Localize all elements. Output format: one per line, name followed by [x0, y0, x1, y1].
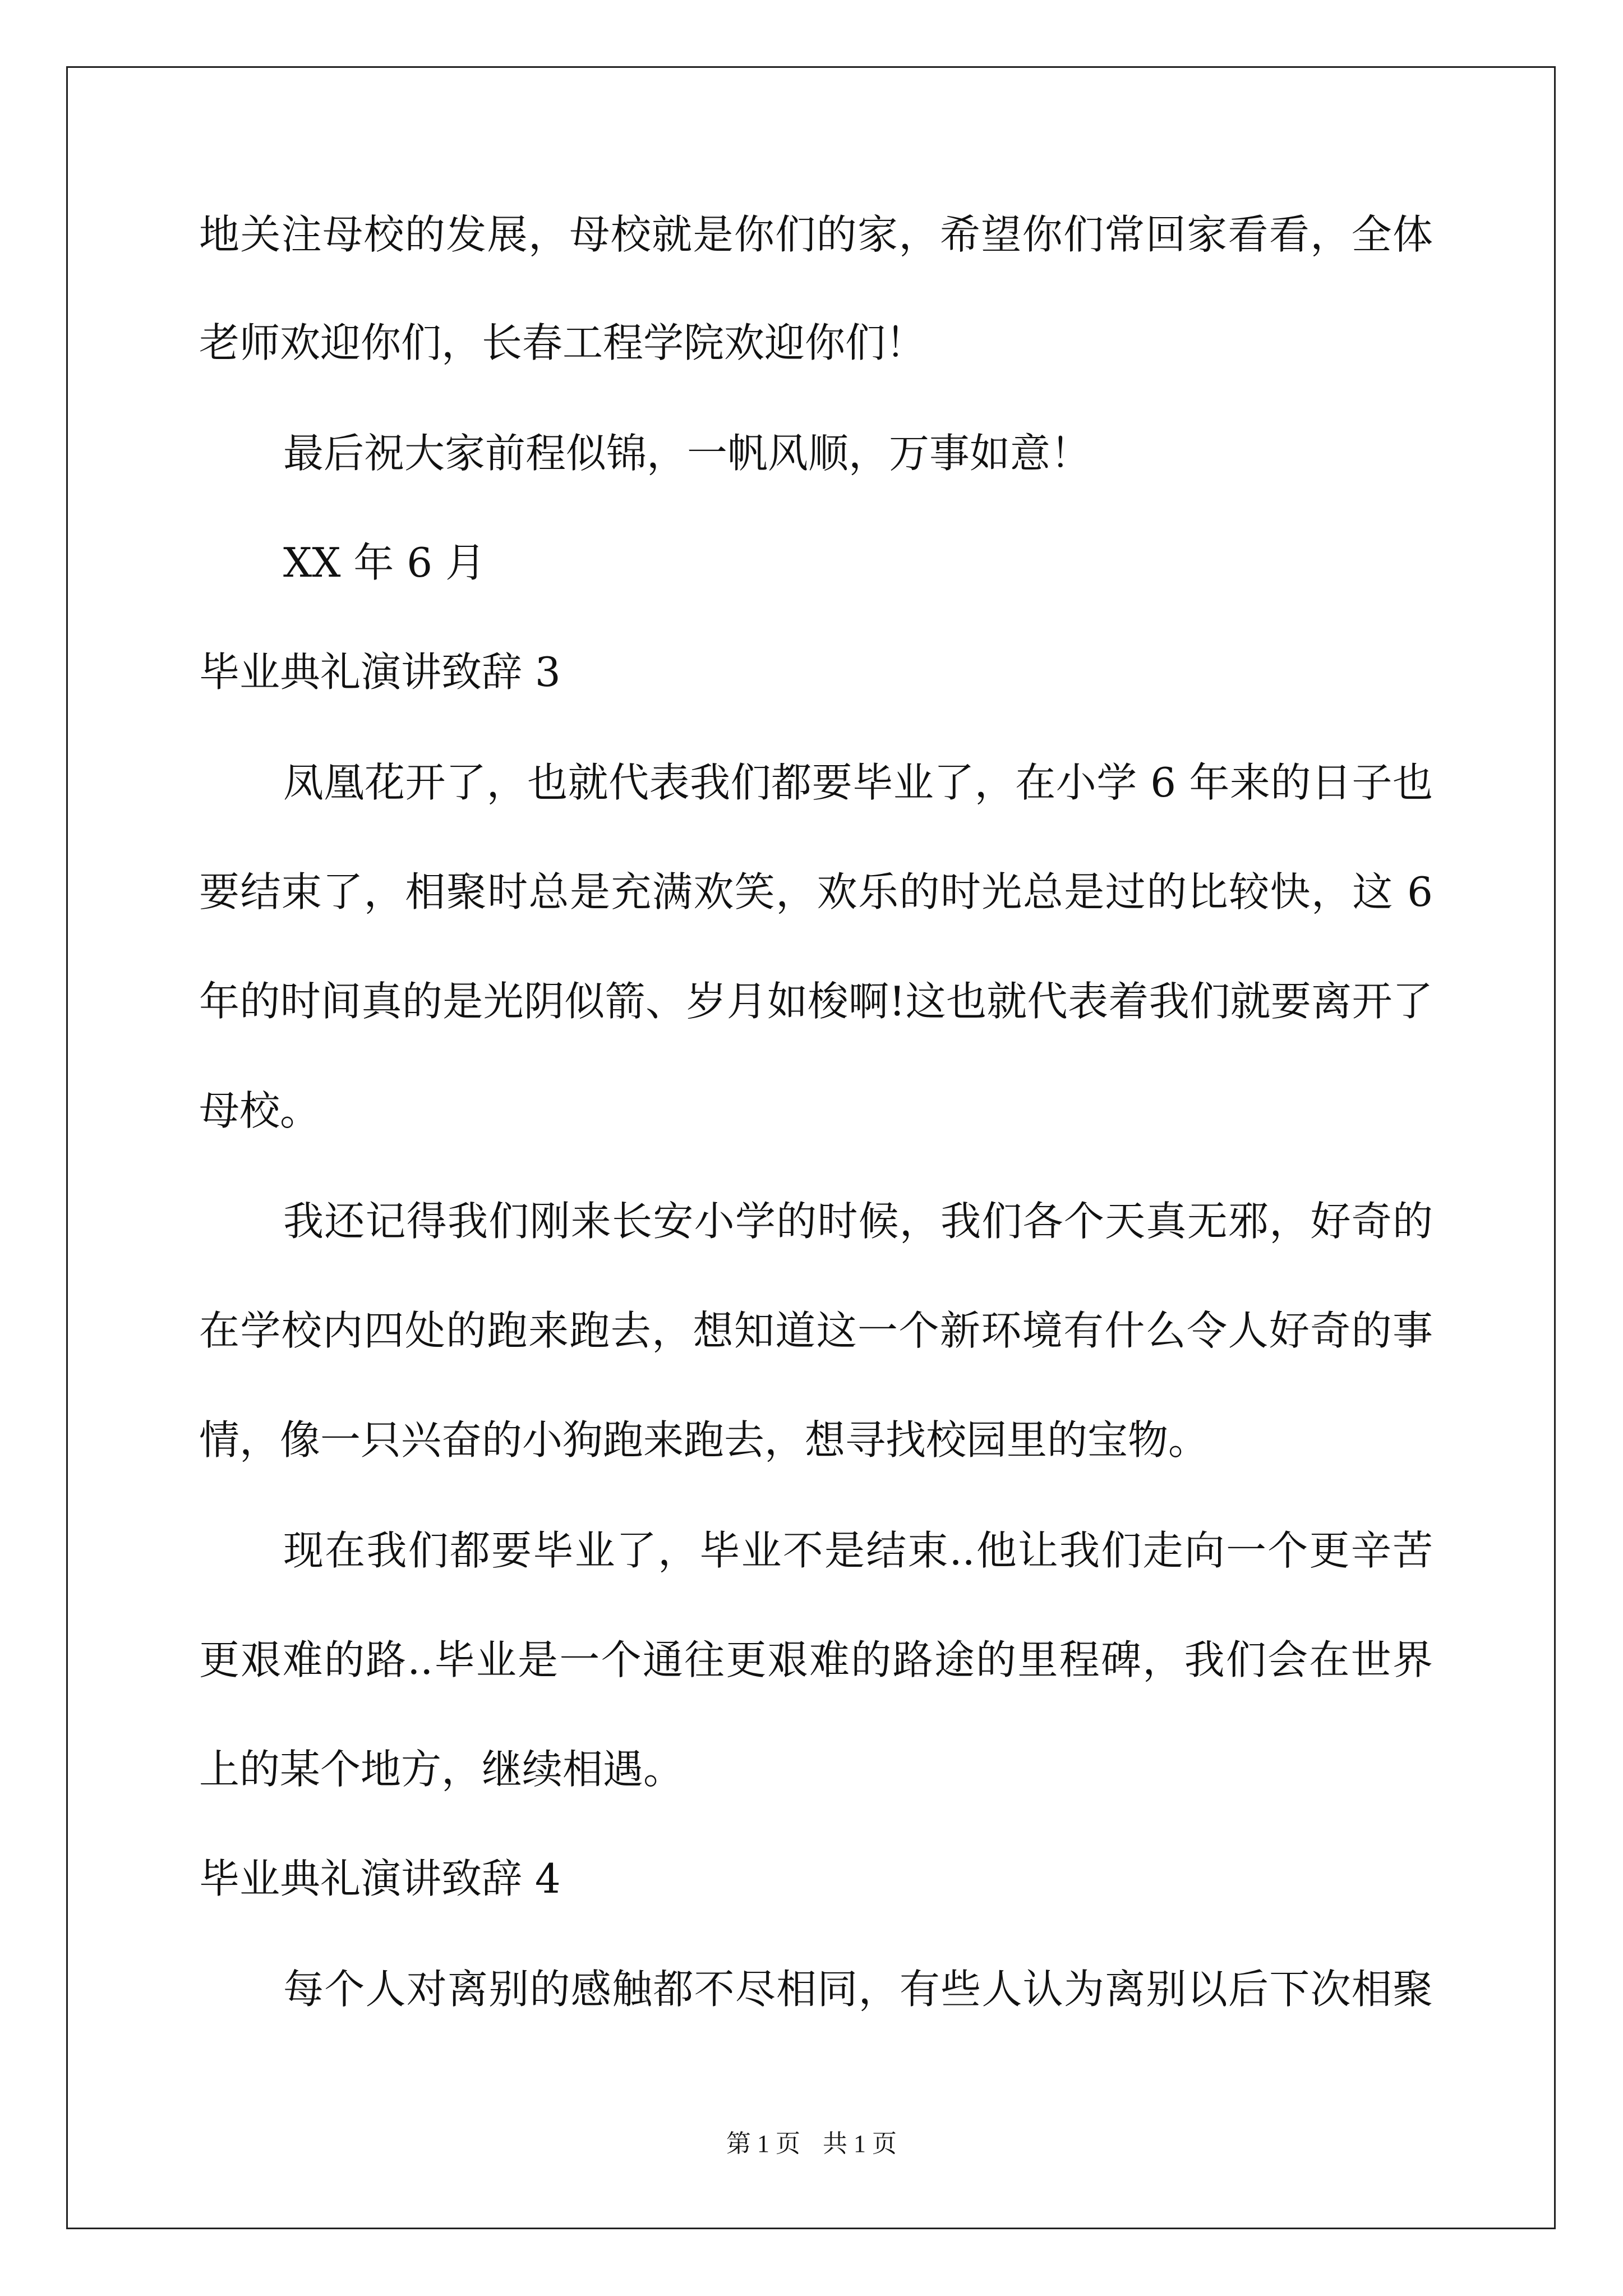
section-heading: 毕业典礼演讲致辞 4 — [199, 1855, 561, 1902]
paragraph-line: 地关注母校的发展，母校就是你们的家，希望你们常回家看看，全体 — [199, 211, 1433, 258]
paragraph-line: 要结束了，相聚时总是充满欢笑，欢乐的时光总是过的比较快，这 6 — [199, 868, 1433, 915]
date-line: XX 年 6 月 — [283, 539, 486, 586]
paragraph-line: 老师欢迎你们，长春工程学院欢迎你们！ — [199, 319, 926, 366]
paragraph-line: 每个人对离别的感触都不尽相同，有些人认为离别以后下次相聚 — [283, 1966, 1433, 2013]
paragraph-line: 情，像一只兴奋的小狗跑来跑去，想寻找校园里的宝物。 — [199, 1416, 1209, 1464]
paragraph-line: 上的某个地方，继续相遇。 — [199, 1746, 684, 1793]
paragraph-line: 最后祝大家前程似锦，一帆风顺，万事如意！ — [283, 430, 1091, 477]
paragraph-line: 凤凰花开了，也就代表我们都要毕业了，在小学 6 年来的日子也 — [283, 759, 1433, 806]
paragraph-line: 更艰难的路..毕业是一个通往更艰难的路途的里程碑，我们会在世界 — [199, 1636, 1433, 1683]
page-number: 第 1 页 — [726, 2130, 800, 2157]
page-total: 共 1 页 — [823, 2130, 897, 2157]
paragraph-line: 母校。 — [199, 1087, 321, 1134]
paragraph-line: 我还记得我们刚来长安小学的时候，我们各个天真无邪，好奇的 — [283, 1198, 1433, 1245]
paragraph-line: 现在我们都要毕业了，毕业不是结束..他让我们走向一个更辛苦 — [283, 1527, 1433, 1574]
paragraph-line: 年的时间真的是光阴似箭、岁月如梭啊!这也就代表着我们就要离开了 — [199, 978, 1433, 1025]
page-footer — [0, 2127, 1623, 2161]
paragraph-line: 在学校内四处的跑来跑去，想知道这一个新环境有什么令人好奇的事 — [199, 1307, 1433, 1354]
section-heading: 毕业典礼演讲致辞 3 — [199, 648, 561, 696]
